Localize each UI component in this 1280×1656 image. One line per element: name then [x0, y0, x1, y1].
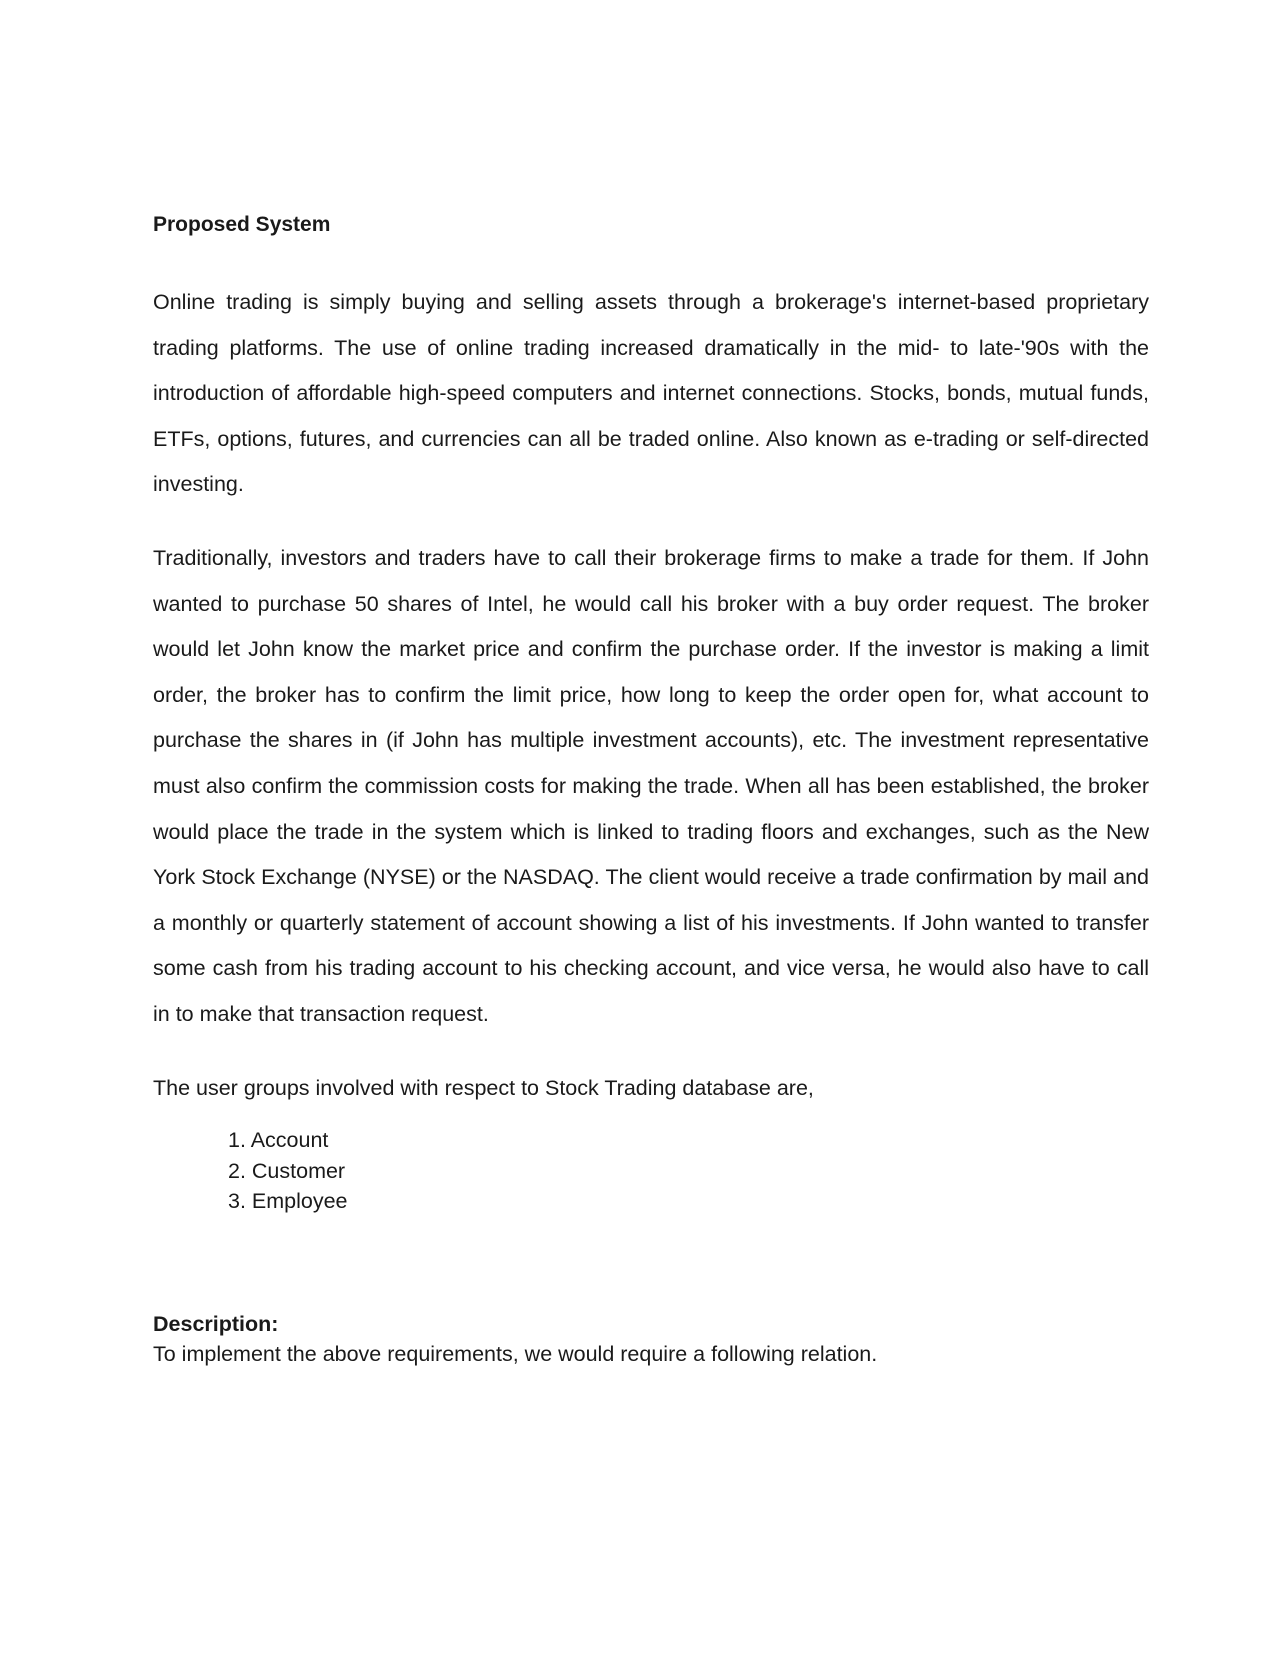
- description-text: To implement the above requirements, we would require a following relation.: [153, 1341, 878, 1366]
- paragraph-user-groups-intro: The user groups involved with respect to Stock Trading database are,: [153, 1075, 814, 1100]
- section-heading: Proposed System: [153, 213, 331, 236]
- list-item: 2. Customer: [228, 1158, 346, 1183]
- document-body: [153, 210, 1149, 1369]
- paragraph-traditional-trading: Traditionally, investors and traders have to call their brokerage firms to make a trade for them. If John wanted to purchase 50 shares of Intel, he would call his broker with a buy order request. The broker would let John know the market price and confirm the purchase order. If the investor is making a limit order, the broker has to confirm the limit price, how long to keep the order open for, what account to purchase the shares in (if John has multiple investment accounts), etc. The investment representative must also confirm the commission costs for making the trade. When all has been established, the broker would place the trade in the system which is linked to trading floors and exchanges, such as the New York Stock Exchange (NYSE) or the NASDAQ. The client would receive a trade confirmation by mail and a monthly or quarterly statement of account showing a list of his investments. If John wanted to transfer some cash from his trading account to his checking account, and vice versa, he would also have to call in to make that transaction request.: [153, 545, 1149, 1026]
- user-groups-list: [153, 1125, 1149, 1217]
- paragraph-online-trading: Online trading is simply buying and selling assets through a brokerage's internet-based proprietary trading platforms. The use of online trading increased dramatically in the mid- to late-'90s with the introduction of affordable high-speed computers and internet connections. Stocks, bonds, mutual funds, ETFs, options, futures, and currencies can all be traded online. Also known as e-trading or self-directed investing.: [153, 290, 1149, 497]
- list-item: 1. Account: [228, 1128, 329, 1153]
- description-heading: Description:: [153, 1311, 279, 1336]
- list-item: 3. Employee: [228, 1189, 348, 1214]
